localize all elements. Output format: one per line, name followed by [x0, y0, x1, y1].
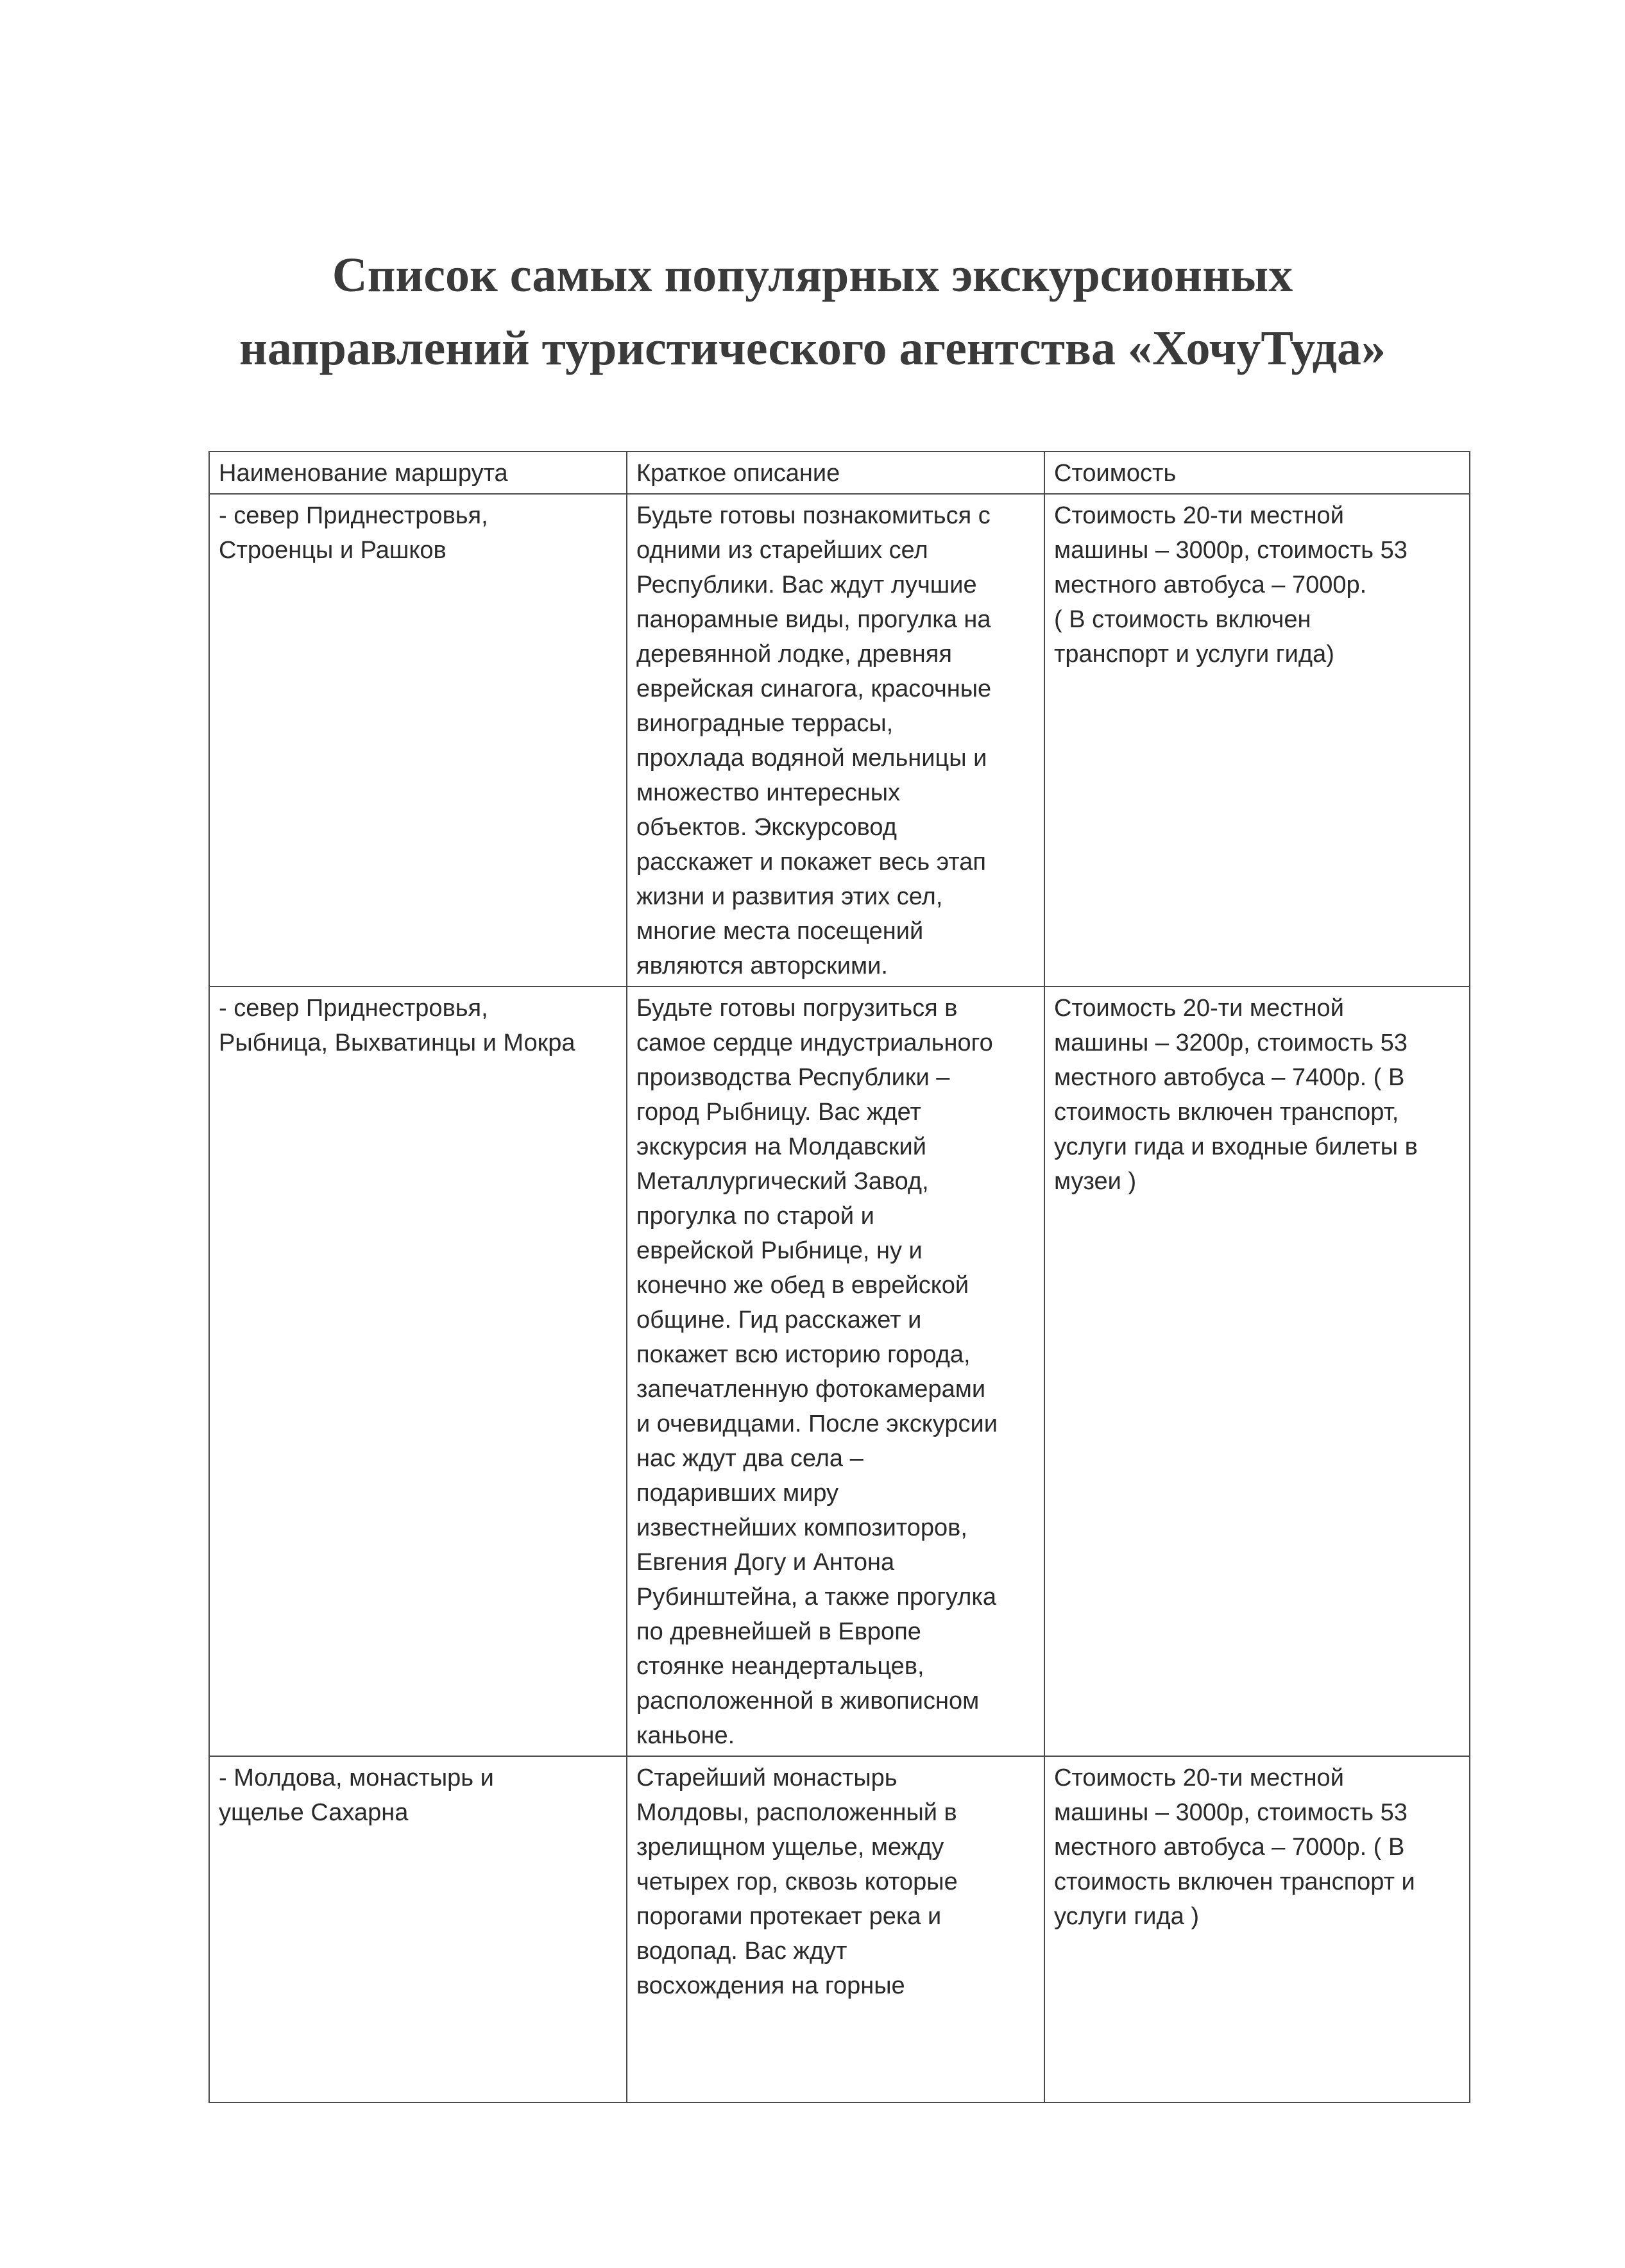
- table-row: [209, 1756, 1470, 2103]
- route-name: - Молдова, монастырь и ущелье Сахарна: [219, 1764, 494, 1826]
- column-header-route: Наименование маршрута: [209, 452, 627, 494]
- cost-cell: [1044, 494, 1470, 986]
- route-cost: Стоимость 20-ти местной машины – 3200р, стоимость 53 местного автобуса – 7400р. ( В стоимость включен транспорт, услуги гида и входные билеты в музеи ): [1054, 995, 1418, 1195]
- page-title-line-1: Список самых популярных экскурсионных: [332, 248, 1293, 302]
- route-description: Старейший монастырь Молдовы, расположенный в зрелищном ущелье, между четырех гор, сквозь которые порогами протекает река и водопад. Вас ждут восхождения на горные: [636, 1764, 958, 1999]
- page-title-line-2: направлений туристического агентства «ХочуТуда»: [239, 321, 1386, 375]
- route-description: Будьте готовы познакомиться с одними из старейших сел Республики. Вас ждут лучшие панорамные виды, прогулка на деревянной лодке, древняя еврейская синагога, красочные виноградные террасы, прохлада водяной мельницы и множество интересных объектов. Экскурсовод расскажет и покажет весь этап жизни и развития этих сел, многие места посещений являются авторскими.: [636, 502, 992, 979]
- route-name: - север Приднестровья, Строенцы и Рашков: [219, 502, 488, 564]
- page-title: [0, 239, 1625, 385]
- route-cost: Стоимость 20-ти местной машины – 3000р, стоимость 53 местного автобуса – 7000р. ( В стоимость включен транспорт и услуги гида): [1054, 502, 1408, 668]
- cost-cell: [1044, 986, 1470, 1756]
- column-header-description: Краткое описание: [627, 452, 1044, 494]
- route-name-cell: [209, 494, 627, 986]
- column-header-cost: Стоимость: [1044, 452, 1470, 494]
- route-name-cell: [209, 986, 627, 1756]
- route-name-cell: [209, 1756, 627, 2103]
- table-header-row: [209, 452, 1470, 494]
- routes-table: [208, 451, 1470, 2103]
- table-row: [209, 986, 1470, 1756]
- description-cell: [627, 494, 1044, 986]
- description-cell: [627, 1756, 1044, 2103]
- description-cell: [627, 986, 1044, 1756]
- route-description: Будьте готовы погрузиться в самое сердце индустриального производства Республики – город Рыбницу. Вас ждет экскурсия на Молдавский Металлургический Завод, прогулка по старой и еврейской Рыбнице, ну и конечно же обед в еврейской общине. Гид расскажет и покажет всю историю города, запечатленную фотокамерами и очевидцами. После экскурсии нас ждут два села – подаривших миру известнейших композиторов, Евгения Догу и Антона Рубинштейна, а также прогулка по древнейшей в Европе стоянке неандертальцев, расположенной в живописном каньоне.: [636, 995, 998, 1749]
- table-row: [209, 494, 1470, 986]
- cost-cell: [1044, 1756, 1470, 2103]
- route-name: - север Приднестровья, Рыбница, Выхватинцы и Мокра: [219, 995, 575, 1056]
- route-cost: Стоимость 20-ти местной машины – 3000р, стоимость 53 местного автобуса – 7000р. ( В стоимость включен транспорт и услуги гида ): [1054, 1764, 1415, 1930]
